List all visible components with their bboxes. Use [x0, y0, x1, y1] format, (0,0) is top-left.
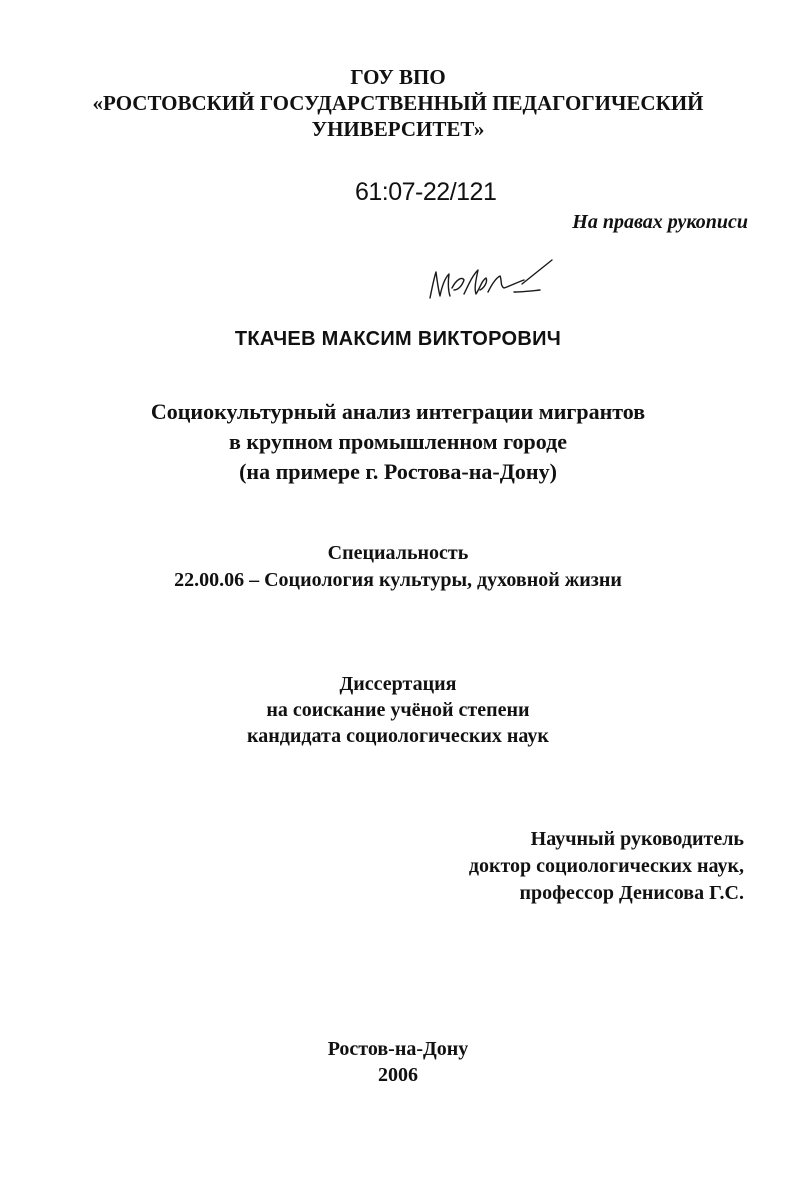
catalog-code: 61:07-22/121 — [355, 178, 497, 206]
organization-line-1: ГОУ ВПО — [350, 65, 446, 89]
dissertation-title-line-3: (на примере г. Ростова-на-Дону) — [239, 459, 557, 484]
degree-line-2: на соискание учёной степени — [266, 699, 530, 721]
organization-line-2: «РОСТОВСКИЙ ГОСУДАРСТВЕННЫЙ ПЕДАГОГИЧЕСКИЙ — [92, 91, 704, 115]
year: 2006 — [378, 1064, 418, 1086]
city: Ростов-на-Дону — [327, 1038, 469, 1060]
dissertation-title-line-2: в крупном промышленном городе — [228, 429, 568, 454]
author-name: ТКАЧЕВ МАКСИМ ВИКТОРОВИЧ — [234, 328, 562, 350]
degree-line-1: Диссертация — [339, 673, 457, 695]
degree-line-3: кандидата социологических наук — [247, 725, 549, 747]
manuscript-note: На правах рукописи — [572, 211, 748, 233]
specialty-value: 22.00.06 – Социология культуры, духовной жизни — [174, 569, 622, 591]
signature-icon — [418, 250, 558, 310]
organization-line-3: УНИВЕРСИТЕТ» — [311, 117, 485, 141]
dissertation-title-line-1: Социокультурный анализ интеграции мигрантов — [150, 399, 646, 424]
specialty-label: Специальность — [327, 542, 469, 564]
advisor-line-3: профессор Денисова Г.С. — [519, 882, 744, 904]
advisor-line-2: доктор социологических наук, — [468, 855, 744, 877]
advisor-line-1: Научный руководитель — [530, 828, 744, 850]
